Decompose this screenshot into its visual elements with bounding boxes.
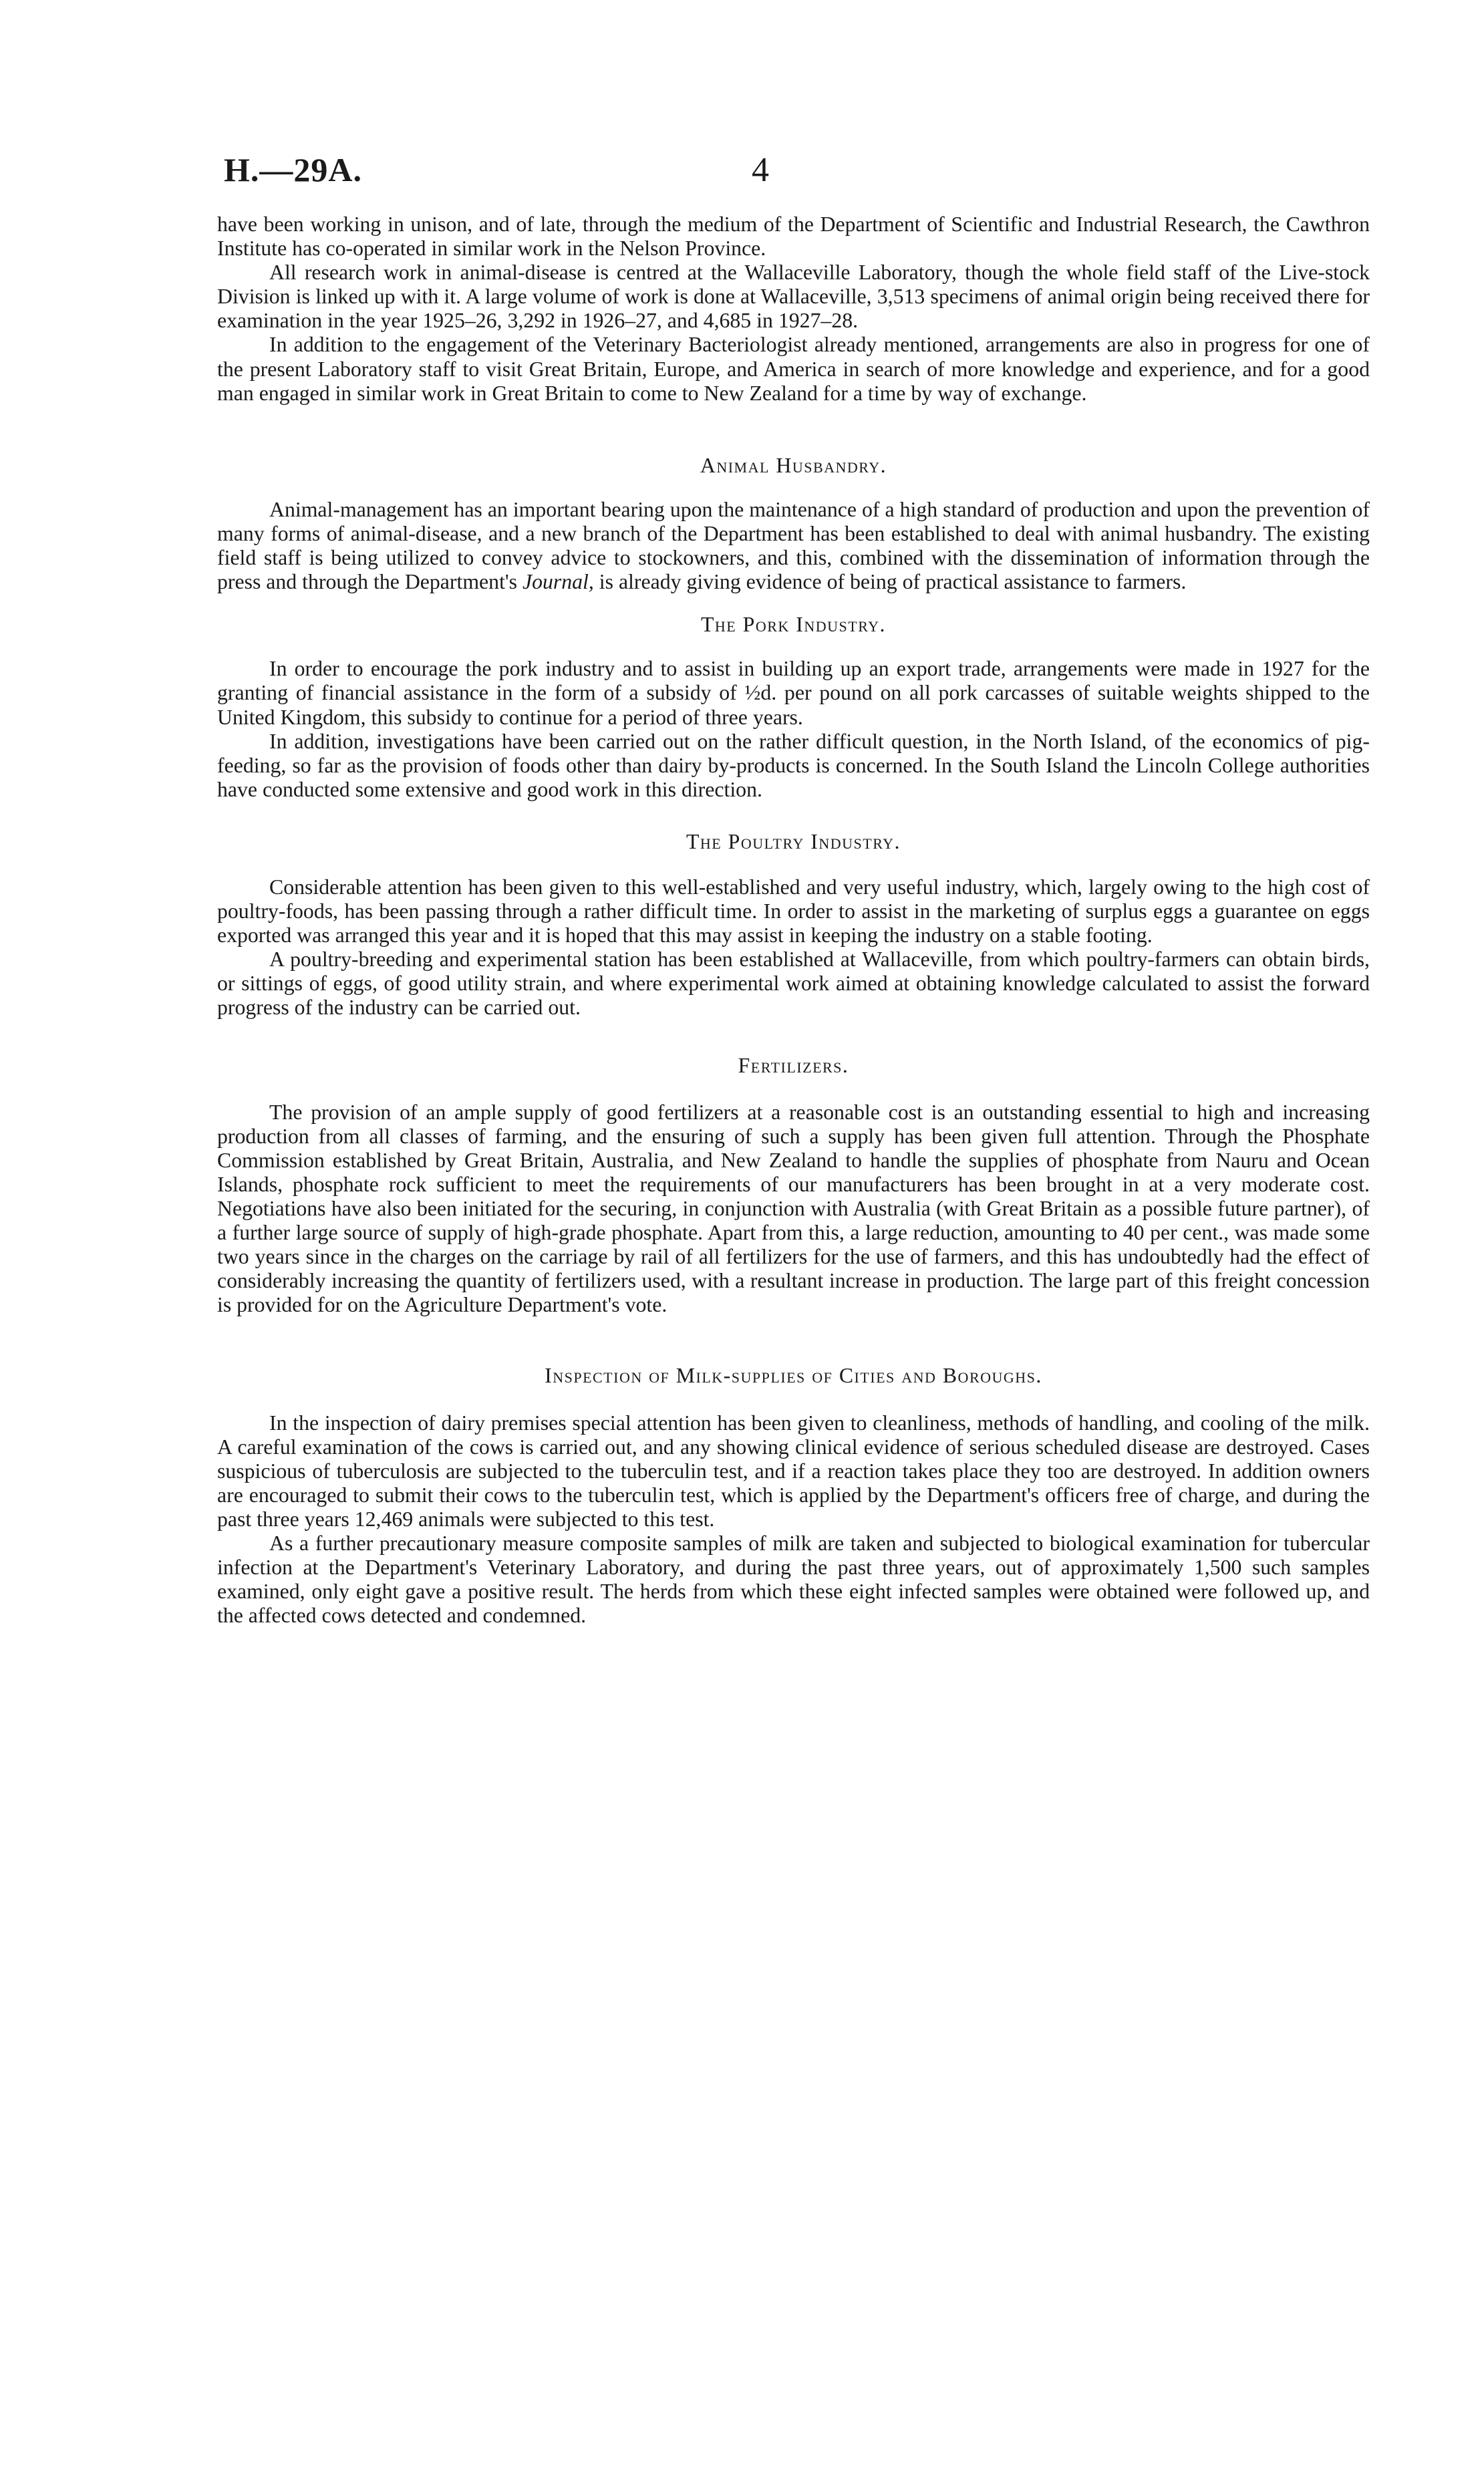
heading-fertilizers: Fertilizers.	[738, 1053, 849, 1077]
page-body	[217, 212, 1370, 1628]
page-header	[224, 150, 1373, 197]
heading-pork-industry: The Pork Industry.	[700, 613, 886, 637]
section-animal-husbandry	[217, 454, 1370, 594]
document-reference: H.—29A.	[224, 151, 362, 188]
section-pork-industry	[217, 613, 1370, 802]
journal-title: Journal,	[522, 570, 594, 594]
paragraph-research-wallaceville: All research work in animal-disease is centred at the Wallaceville Laboratory, though the whole field staff of the Live-stock Division is linked up with it. A large volume of work is done at Wallaceville, 3,513 specimens of animal origin being received there for examination in the year 1925–26, 3,292 in 1926–27, and 4,685 in 1927–28.	[217, 261, 1370, 333]
paragraph-pig-feeding: In addition, investigations have been carried out on the rather difficult question, in the North Island, of the economics of pig-feeding, so far as the provision of foods other than dairy by-products is concerned. In the South Island the Lincoln College authorities have conducted some extensive and good work in this direction.	[217, 729, 1370, 801]
paragraph-staff-exchange: In addition to the engagement of the Veterinary Bacteriologist already mentioned, arrangements are also in progress for one of the present Laboratory staff to visit Great Britain, Europe, and America in search of more knowledge and experience, and for a good man engaged in similar work in Great Britain to come to New Zealand for a time by way of exchange.	[217, 333, 1370, 405]
paragraph-animal-management	[217, 498, 1370, 594]
heading-poultry-industry: The Poultry Industry.	[686, 829, 901, 853]
section-intro-continued	[217, 212, 1370, 406]
page-number: 4	[752, 151, 769, 189]
paragraph-poultry-station: A poultry-breeding and experimental station has been established at Wallaceville, from which poultry-farmers can obtain birds, or sittings of eggs, of good utility strain, and where experimental work aimed at obtaining knowledge calculated to assist the forward progress of the industry can be carried out.	[217, 947, 1370, 1020]
text-after-journal: is already giving evidence of being of practical assistance to farmers.	[593, 570, 1187, 594]
paragraph-fertilizers: The provision of an ample supply of good fertilizers at a reasonable cost is an outstanding essential to high and increasing production from all classes of farming, and the ensuring of such a supply has been given full attention. Through the Phosphate Commission established by Great Britain, Australia, and New Zealand to handle the supplies of phosphate from Nauru and Ocean Islands, phosphate rock sufficient to meet the requirements of our manufacturers has been brought in at a very moderate cost. Negotiations have also been initiated for the securing, in conjunction with Australia (with Great Britain as a possible future partner), of a further large source of supply of high-grade phosphate. Apart from this, a large reduction, amounting to 40 per cent., was made some two years since in the charges on the carriage by rail of all fertilizers for the use of farmers, and this has undoubtedly had the effect of considerably increasing the quantity of fertilizers used, with a resultant increase in production. The large part of this freight concession is provided for on the Agriculture Department's vote.	[217, 1100, 1370, 1317]
paragraph-dairy-premises: In the inspection of dairy premises special attention has been given to cleanliness, methods of handling, and cooling of the milk. A careful examination of the cows is carried out, and any showing clinical evidence of serious scheduled disease are destroyed. Cases suspicious of tuberculosis are subjected to the tuberculin test, and if a reaction takes place they too are destroyed. In addition owners are encouraged to submit their cows to the tuberculin test, which is applied by the Department's officers free of charge, and during the past three years 12,469 animals were subjected to this test.	[217, 1411, 1370, 1531]
heading-milk-inspection: Inspection of Milk-supplies of Cities and Boroughs.	[545, 1364, 1042, 1388]
paragraph-poultry-eggs: Considerable attention has been given to this well-established and very useful industry, which, largely owing to the high cost of poultry-foods, has been passing through a rather difficult time. In order to assist in the marketing of surplus eggs a guarantee on eggs exported was arranged this year and it is hoped that this may assist in keeping the industry on a stable footing.	[217, 875, 1370, 947]
text-before-journal: Animal-management has an important bearing upon the maintenance of a high standard of production and upon the prevention of many forms of animal-disease, and a new branch of the Department has been established to deal with animal husbandry. The existing field staff is being utilized to convey advice to stockowners, and this, combined with the dissemination of information through the press and through the Department's	[217, 497, 1370, 594]
section-fertilizers	[217, 1054, 1370, 1318]
paragraph-milk-samples: As a further precautionary measure composite samples of milk are taken and subjected to biological examination for tubercular infection at the Department's Veterinary Laboratory, and during the past three years, out of approximately 1,500 such samples examined, only eight gave a positive result. The herds from which these eight infected samples were obtained were followed up, and the affected cows detected and condemned.	[217, 1532, 1370, 1628]
section-poultry-industry	[217, 830, 1370, 1020]
paragraph-pork-subsidy: In order to encourage the pork industry and to assist in building up an export trade, arrangements were made in 1927 for the granting of financial assistance in the form of a subsidy of ½d. per pound on all pork carcasses of suitable weights shipped to the United Kingdom, this subsidy to continue for a period of three years.	[217, 657, 1370, 729]
paragraph-continued: have been working in unison, and of late, through the medium of the Department of Scientific and Industrial Research, the Cawthron Institute has co-operated in similar work in the Nelson Province.	[217, 212, 1370, 261]
section-milk-inspection	[217, 1364, 1370, 1628]
heading-animal-husbandry: Animal Husbandry.	[700, 453, 887, 477]
